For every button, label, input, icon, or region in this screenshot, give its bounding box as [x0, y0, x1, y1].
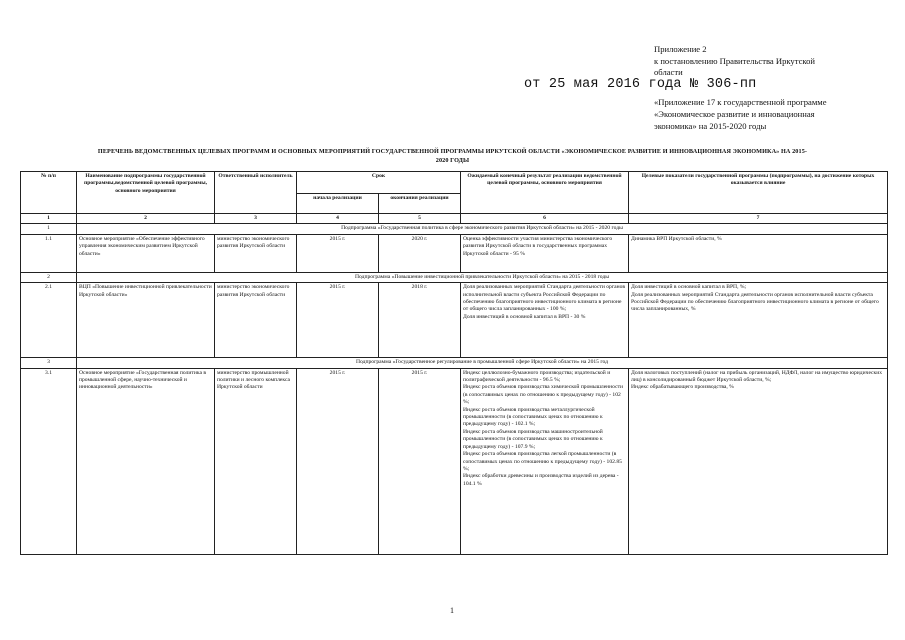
row-start: 2015 г. — [297, 368, 379, 554]
column-number: 3 — [215, 214, 297, 224]
document-title-line: ПЕРЕЧЕНЬ ВЕДОМСТВЕННЫХ ЦЕЛЕВЫХ ПРОГРАММ И ОСНОВНЫХ МЕРОПРИЯТИЙ ГОСУДАРСТВЕННОЙ ПРОГРАММЫ ИРКУТСКОЙ ОБЛАСТИ «ЭКОНОМИЧЕСКОЕ РАЗВИТИЕ И ИННОВАЦИОННАЯ ЭКОНОМИКА» НА 2015- — [97, 148, 808, 155]
subprogram-row — [21, 358, 888, 368]
target-indicator: Доля инвестиций в основной капитал в ВРП, %; — [631, 284, 747, 291]
table-head — [21, 172, 888, 224]
row-executor: министерство промышленной политики и лесного комплекса Иркутской области — [215, 368, 297, 554]
result-indicator: Доля инвестиций в основной капитал в ВРП - 30 % — [463, 313, 586, 320]
result-indicator: Индекс целлюлозно-бумажного производства; издательской и полиграфической деятельности - 96.5 %; — [463, 369, 611, 384]
row-number: 2.1 — [21, 283, 77, 358]
column-number: 2 — [77, 214, 215, 224]
column-number: 6 — [461, 214, 629, 224]
header-start: начала реализации — [297, 194, 379, 214]
column-number: 4 — [297, 214, 379, 224]
target-indicator: Доля налоговых поступлений (налог на прибыль организаций, НДФЛ, налог на имущество юридических лиц) в консолидированный бюджет Иркутской области, %; — [631, 369, 883, 384]
column-number: 1 — [21, 214, 77, 224]
row-result — [461, 234, 629, 272]
target-indicator: Динамика ВРП Иркутской области, % — [631, 235, 722, 242]
row-number: 3.1 — [21, 368, 77, 554]
document-title — [20, 148, 885, 165]
row-end: 2020 г. — [379, 234, 461, 272]
page-number: 1 — [450, 606, 454, 615]
row-targets — [629, 368, 888, 554]
subprogram-title: Подпрограмма «Государственная политика в сфере экономического развития Иркутской области» на 2015 - 2020 годы — [77, 224, 888, 234]
result-indicator: Индекс роста объемов производства машиностроительной промышленности (в сопоставимых ценах по отношению к предыдущему году) - 107.9 %; — [463, 428, 603, 450]
program-appendix-caption — [654, 96, 869, 132]
appendix-line: Приложение 2 — [654, 44, 707, 54]
subprogram-number: 1 — [21, 224, 77, 234]
decree-stamp: от 25 мая 2016 года № 306-пп — [524, 77, 757, 92]
row-executor: министерство экономического развития Иркутской области — [215, 234, 297, 272]
column-number-row — [21, 214, 888, 224]
table-row — [21, 368, 888, 554]
header-targets: Целевые показатели государственной программы (подпрограммы), на достижение которых оказывается влияние — [629, 172, 888, 214]
row-name: Основное мероприятие «Обеспечение эффективного управления экономическим развитием Иркутской области» — [77, 234, 215, 272]
subprogram-title: Подпрограмма «Государственное регулирование в промышленной сфере Иркутской области» на 2015 год — [77, 358, 888, 368]
result-indicator: Индекс обработки древесины и производства изделий из дерева - 104.1 % — [463, 473, 619, 487]
document-title-line: 2020 ГОДЫ — [435, 156, 470, 164]
result-indicator: Доля реализованных мероприятий Стандарта деятельности органов исполнительной власти субъекта Российской Федерации по обеспечению благоприятного инвестиционного климата в регионе от общего числа запланированных - 100 %; — [463, 284, 626, 313]
subprogram-row — [21, 272, 888, 282]
result-indicator: Индекс роста объемов производства химической промышленности (в сопоставимых ценах по отношению к предыдущему году) - 102 %; — [463, 384, 624, 406]
row-name: ВЦП «Повышение инвестиционной привлекательности Иркутской области» — [77, 283, 215, 358]
subprogram-title: Подпрограмма «Повышение инвестиционной привлекательности Иркутской области» на 2015 - 2018 годы — [77, 272, 888, 282]
header-end: окончания реализации — [379, 194, 461, 214]
row-result — [461, 368, 629, 554]
header-number: № п/п — [21, 172, 77, 214]
program-table — [20, 171, 888, 555]
appendix-line: области — [654, 67, 683, 77]
row-targets — [629, 283, 888, 358]
header-name: Наименование подпрограммы государственной программы,ведомственной целевой программы, основного мероприятия — [77, 172, 215, 214]
result-indicator: Оценка эффективности участия министерства экономического развития Иркутской области в государственных программах Иркутской области - 95 % — [463, 235, 613, 257]
appendix-line: к постановлению Правительства Иркутской — [654, 55, 816, 66]
row-name: Основное мероприятие «Государственная политика в промышленной сфере, научно-технической и инновационной деятельности» — [77, 368, 215, 554]
header-executor: Ответственный исполнитель — [215, 172, 297, 214]
row-executor: министерство экономического развития Иркутской области — [215, 283, 297, 358]
appendix2-line: «Приложение 17 к государственной программе — [654, 97, 827, 107]
table-row — [21, 234, 888, 272]
column-number: 7 — [629, 214, 888, 224]
row-result — [461, 283, 629, 358]
section — [21, 358, 888, 554]
row-start: 2015 г. — [297, 283, 379, 358]
row-targets — [629, 234, 888, 272]
subprogram-number: 2 — [21, 272, 77, 282]
appendix-caption — [654, 44, 815, 79]
column-number: 5 — [379, 214, 461, 224]
header-result: Ожидаемый конечный результат реализации ведомственной целевой программы, основного мероприятия — [461, 172, 629, 214]
row-start: 2015 г. — [297, 234, 379, 272]
subprogram-row — [21, 224, 888, 234]
row-end: 2018 г. — [379, 283, 461, 358]
subprogram-number: 3 — [21, 358, 77, 368]
row-end: 2015 г. — [379, 368, 461, 554]
header-term: Срок — [297, 172, 461, 194]
table-row — [21, 283, 888, 358]
section — [21, 272, 888, 357]
appendix2-line: экономика» на 2015-2020 годы — [654, 121, 767, 131]
appendix2-line: «Экономическое развитие и инновационная — [654, 109, 815, 119]
target-indicator: Индекс обрабатывающего производства, % — [631, 384, 734, 391]
section — [21, 224, 888, 272]
target-indicator: Доля реализованных мероприятий Стандарта деятельности органов исполнительной власти субъекта Российской Федерации по обеспечению благоприятного инвестиционного климата в регионе от общего числа запланированных, % — [631, 291, 879, 313]
result-indicator: Индекс роста объемов производства металлургической промышленности (в сопоставимых ценах по отношению к предыдущему году) - 102.1 %; — [463, 406, 603, 428]
result-indicator: Индекс роста объемов производства легкой промышленности (в сопоставимых ценах по отношению к предыдущему году) - 102.85 %; — [463, 451, 622, 472]
row-number: 1.1 — [21, 234, 77, 272]
